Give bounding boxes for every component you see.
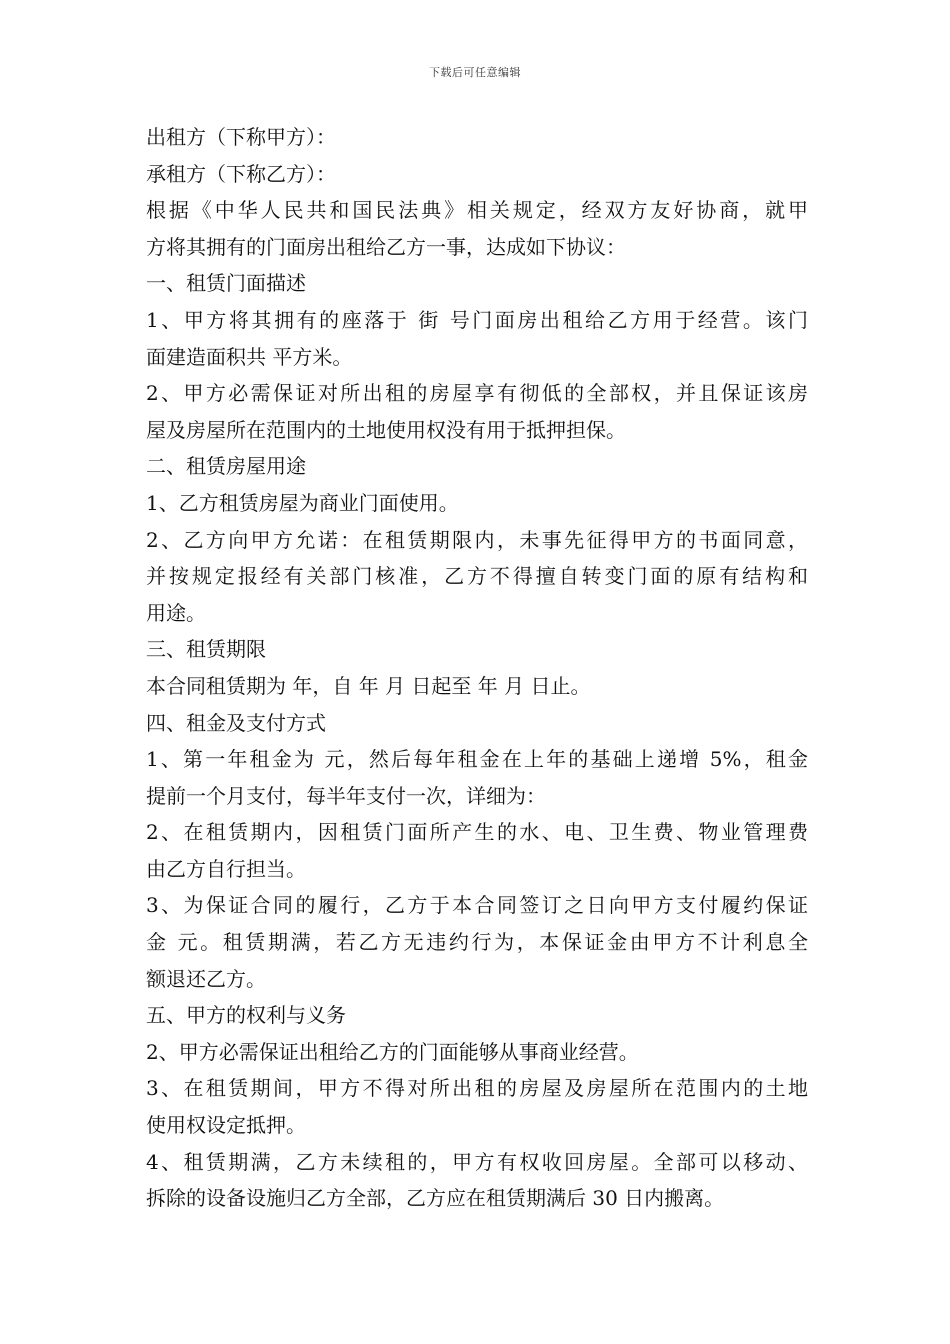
document-line: 三、租赁期限 [146, 637, 266, 662]
document-line: 2、甲方必需保证对所出租的房屋享有彻低的全部权，并且保证该房 [146, 381, 808, 406]
document-line: 方将其拥有的门面房出租给乙方一事，达成如下协议： [146, 234, 626, 259]
document-line: 五、甲方的权利与义务 [146, 1003, 346, 1028]
document-line: 拆除的设备设施归乙方全部，乙方应在租赁期满后 30 日内搬离。 [146, 1186, 725, 1211]
document-line: 屋及房屋所在范围内的土地使用权没有用于抵押担保。 [146, 417, 626, 442]
document-line: 4、租赁期满，乙方未续租的，甲方有权收回房屋。全部可以移动、 [146, 1149, 808, 1174]
document-line: 本合同租赁期为 年，自 年 月 日起至 年 月 日止。 [146, 673, 591, 698]
document-line: 金 元。租赁期满，若乙方无违约行为，本保证金由甲方不计利息全 [146, 930, 808, 955]
document-line: 并按规定报经有关部门核准，乙方不得擅自转变门面的原有结构和 [146, 564, 808, 589]
document-line: 面建造面积共 平方米。 [146, 344, 353, 369]
document-line: 1、甲方将其拥有的座落于 街 号门面房出租给乙方用于经营。该门 [146, 307, 808, 332]
document-line: 根据《中华人民共和国民法典》相关规定，经双方友好协商，就甲 [146, 198, 808, 223]
document-line: 提前一个月支付，每半年支付一次，详细为： [146, 783, 546, 808]
document-body [146, 119, 808, 1217]
document-line: 出租方（下称甲方）： [146, 125, 336, 149]
page-header: 下载后可任意编辑 [429, 66, 521, 79]
document-line: 四、租金及支付方式 [146, 710, 326, 735]
document-line: 承租方（下称乙方）： [146, 161, 336, 186]
document-line: 2、乙方向甲方允诺：在租赁期限内，未事先征得甲方的书面同意， [146, 527, 808, 552]
document-line: 2、在租赁期内，因租赁门面所产生的水、电、卫生费、物业管理费 [146, 820, 808, 845]
document-line: 一、租赁门面描述 [146, 271, 306, 296]
document-line: 使用权设定抵押。 [146, 1113, 306, 1138]
document-line: 1、乙方租赁房屋为商业门面使用。 [146, 490, 459, 515]
document-line: 由乙方自行担当。 [146, 856, 306, 881]
document-line: 3、在租赁期间，甲方不得对所出租的房屋及房屋所在范围内的土地 [146, 1076, 808, 1101]
document-line: 额退还乙方。 [146, 966, 266, 991]
document-line: 二、租赁房屋用途 [146, 454, 306, 479]
document-line: 用途。 [146, 600, 206, 625]
document-line: 3、为保证合同的履行，乙方于本合同签订之日向甲方支付履约保证 [146, 893, 808, 918]
document-line: 2、甲方必需保证出租给乙方的门面能够从事商业经营。 [146, 1039, 639, 1064]
document-line: 1、第一年租金为 元，然后每年租金在上年的基础上递增 5%，租金 [146, 747, 808, 772]
